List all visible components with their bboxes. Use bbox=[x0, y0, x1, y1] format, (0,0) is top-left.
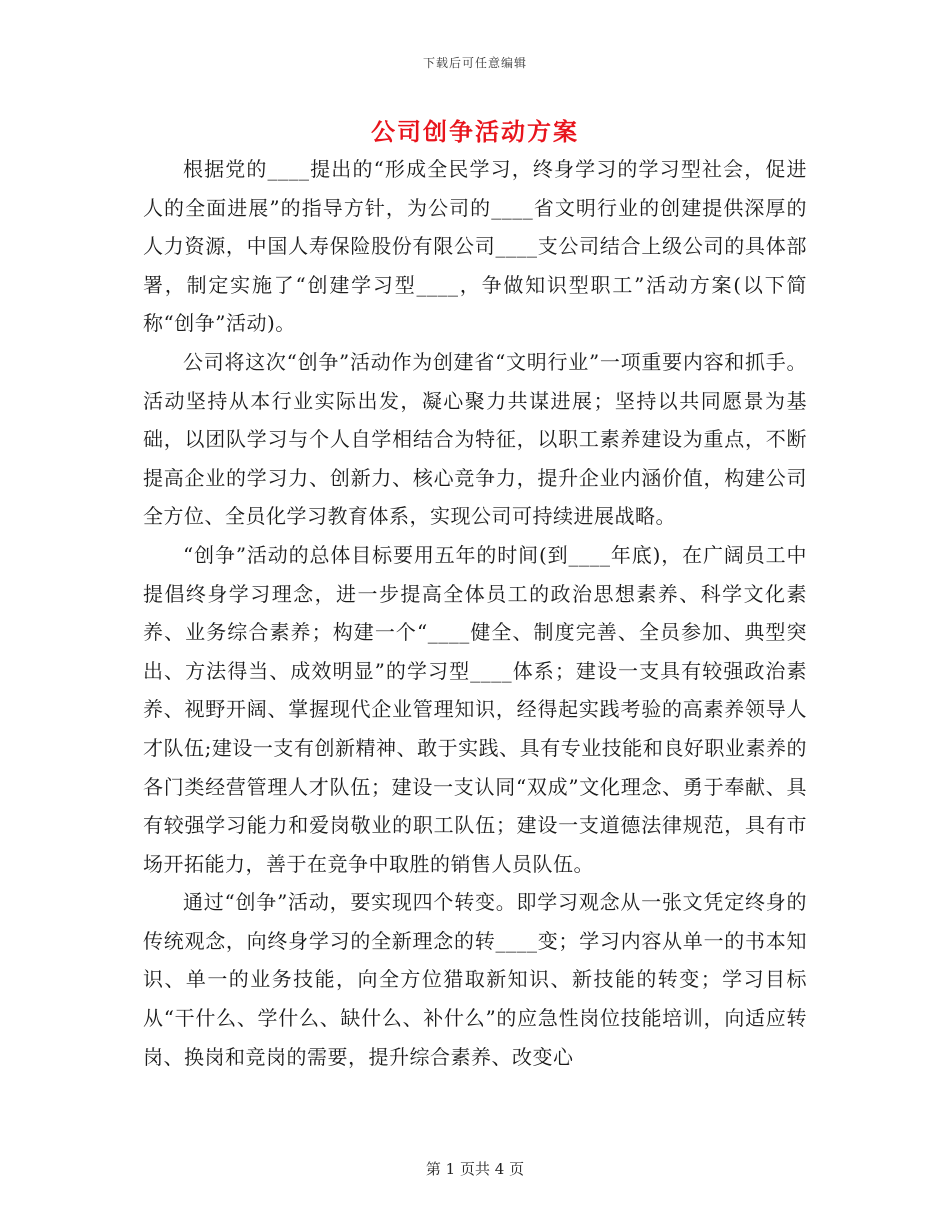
paragraph-3: “创争”活动的总体目标要用五年的时间(到____年底)，在广阔员工中提倡终身学习理念，进一步提高全体员工的政治思想素养、科学文化素养、业务综合素养；构建一个“____健全、制度完善、全员参加、典型突出、方法得当、成效明显”的学习型____体系；建设一支具有较强政治素养、视野开阔、掌握现代企业管理知识，经得起实践考验的高素养领导人才队伍;建设一支有创新精神、敢于实践、具有专业技能和良好职业素养的各门类经营管理人才队伍；建设一支认同“双成”文化理念、勇于奉献、具有较强学习能力和爱岗敬业的职工队伍；建设一支道德法律规范，具有市场开拓能力，善于在竞争中取胜的销售人员队伍。 bbox=[143, 542, 807, 876]
paragraph-4: 通过“创争”活动，要实现四个转变。即学习观念从一张文凭定终身的传统观念，向终身学习的全新理念的转____变；学习内容从单一的书本知识、单一的业务技能，向全方位猎取新知识、新技能的转变；学习目标从“干什么、学什么、缺什么、补什么”的应急性岗位技能培训，向适应转岗、换岗和竞岗的需要，提升综合素养、改变心 bbox=[143, 890, 807, 1069]
paragraph-1: 根据党的____提出的“形成全民学习，终身学习的学习型社会，促进人的全面进展”的指导方针，为公司的____省文明行业的创建提供深厚的人力资源，中国人寿保险股份有限公司____支公司结合上级公司的具体部署，制定实施了“创建学习型____，争做知识型职工”活动方案(以下简称“创争”活动)。 bbox=[143, 157, 807, 336]
page-number: 第 1 页共 4 页 bbox=[425, 1160, 525, 1178]
header-note: 下载后可任意编辑 bbox=[422, 56, 527, 70]
paragraph-2: 公司将这次“创争”活动作为创建省“文明行业”一项重要内容和抓手。活动坚持从本行业实际出发，凝心聚力共谋进展；坚持以共同愿景为基础，以团队学习与个人自学相结合为特征，以职工素养建设为重点，不断提高企业的学习力、创新力、核心竞争力，提升企业内涵价值，构建公司全方位、全员化学习教育体系，实现公司可持续进展战略。 bbox=[143, 349, 807, 529]
document-body bbox=[143, 150, 807, 1076]
document-title: 公司创争活动方案 bbox=[371, 117, 579, 146]
